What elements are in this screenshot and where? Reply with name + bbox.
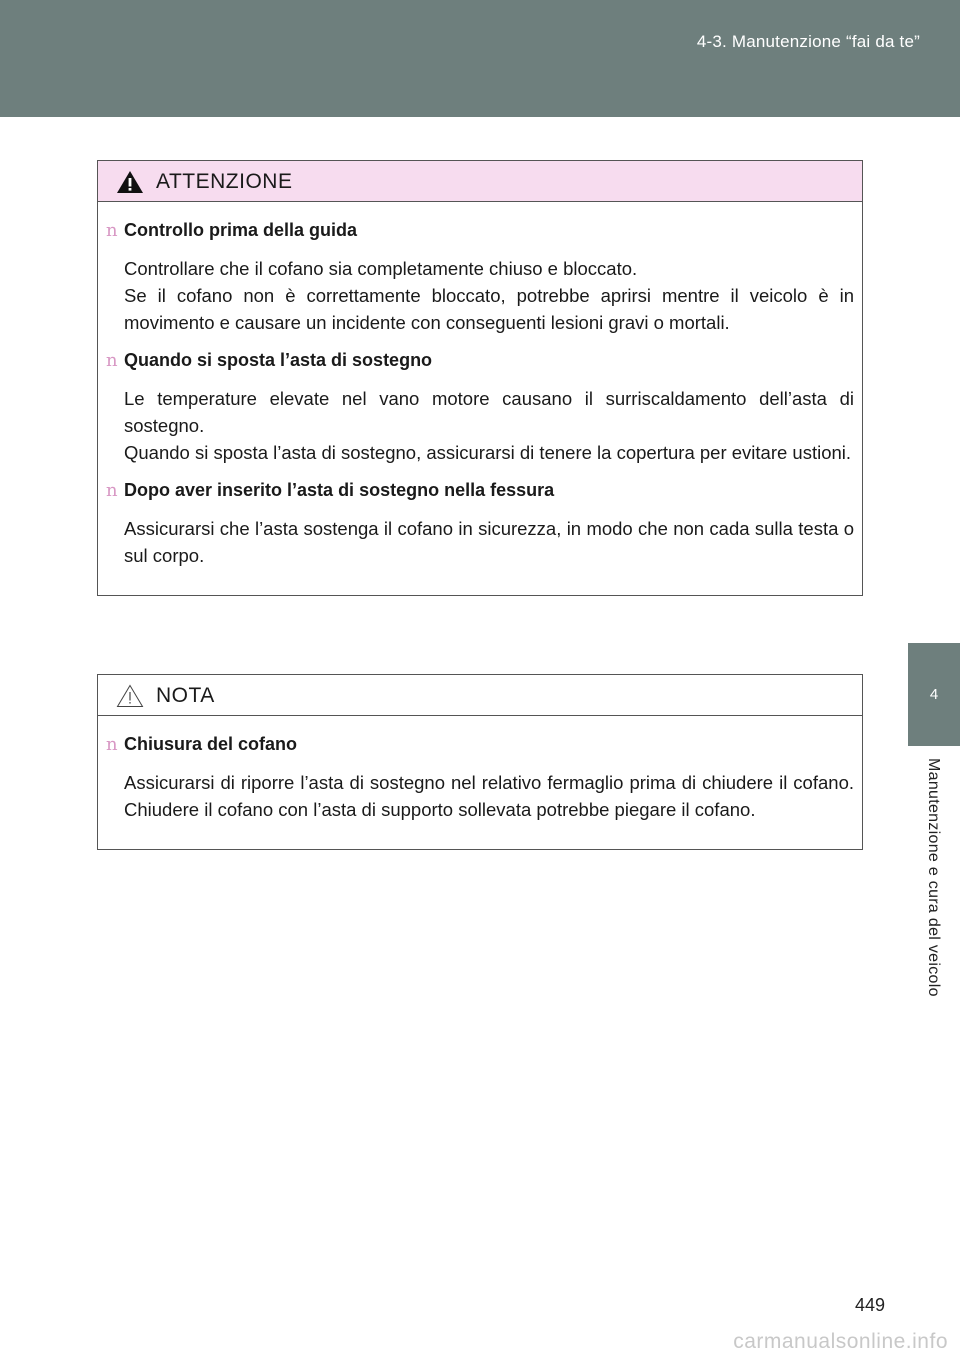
chapter-tab: 4 bbox=[908, 643, 960, 746]
warning-item-text: Assicurarsi che l’asta sostenga il cofano in sicurezza, in modo che non cada sulla testa o sul corpo. bbox=[124, 518, 854, 566]
warning-item-text: Le temperature elevate nel vano motore causano il surriscaldamento dell’asta di sostegno. Quando si sposta l’asta di sostegno, assicurarsi di tenere la copertura per evitare ustioni. bbox=[124, 388, 854, 463]
bullet-marker: n bbox=[106, 350, 118, 371]
bullet-marker: n bbox=[106, 480, 118, 501]
note-title: NOTA bbox=[156, 684, 215, 707]
warning-item-text: Controllare che il cofano sia completamente chiuso e bloccato. Se il cofano non è correttamente bloccato, potrebbe aprirsi mentre il veicolo è in movimento e causare un incidente con conseguenti lesioni gravi o mortali. bbox=[124, 258, 854, 333]
note-item-heading: n Chiusura del cofano bbox=[106, 734, 298, 755]
warning-item-heading: n Dopo aver inserito l’asta di sostegno nella fessura bbox=[106, 480, 555, 501]
caution-triangle-icon bbox=[116, 684, 144, 708]
watermark: carmanualsonline.info bbox=[733, 1330, 948, 1353]
page-number: 449 bbox=[855, 1295, 886, 1315]
note-box bbox=[97, 674, 863, 850]
bullet-marker: n bbox=[106, 220, 118, 241]
bullet-marker: n bbox=[106, 734, 118, 755]
warning-box bbox=[97, 160, 863, 596]
chapter-label: Manutenzione e cura del veicolo bbox=[925, 758, 942, 997]
header-band bbox=[0, 0, 960, 117]
warning-box-header bbox=[98, 161, 862, 202]
warning-item-heading: n Quando si sposta l’asta di sostegno bbox=[106, 350, 433, 371]
warning-title: ATTENZIONE bbox=[156, 170, 293, 193]
note-item-text: Assicurarsi di riporre l’asta di sostegno nel relativo fermaglio prima di chiudere il cofano. Chiudere il cofano con l’asta di supporto sollevata potrebbe piegare il cofano. bbox=[124, 772, 854, 820]
section-title: 4-3. Manutenzione “fai da te” bbox=[696, 32, 920, 51]
warning-triangle-icon bbox=[116, 170, 144, 194]
warning-item-heading: n Controllo prima della guida bbox=[106, 220, 358, 241]
note-box-header bbox=[98, 675, 862, 716]
